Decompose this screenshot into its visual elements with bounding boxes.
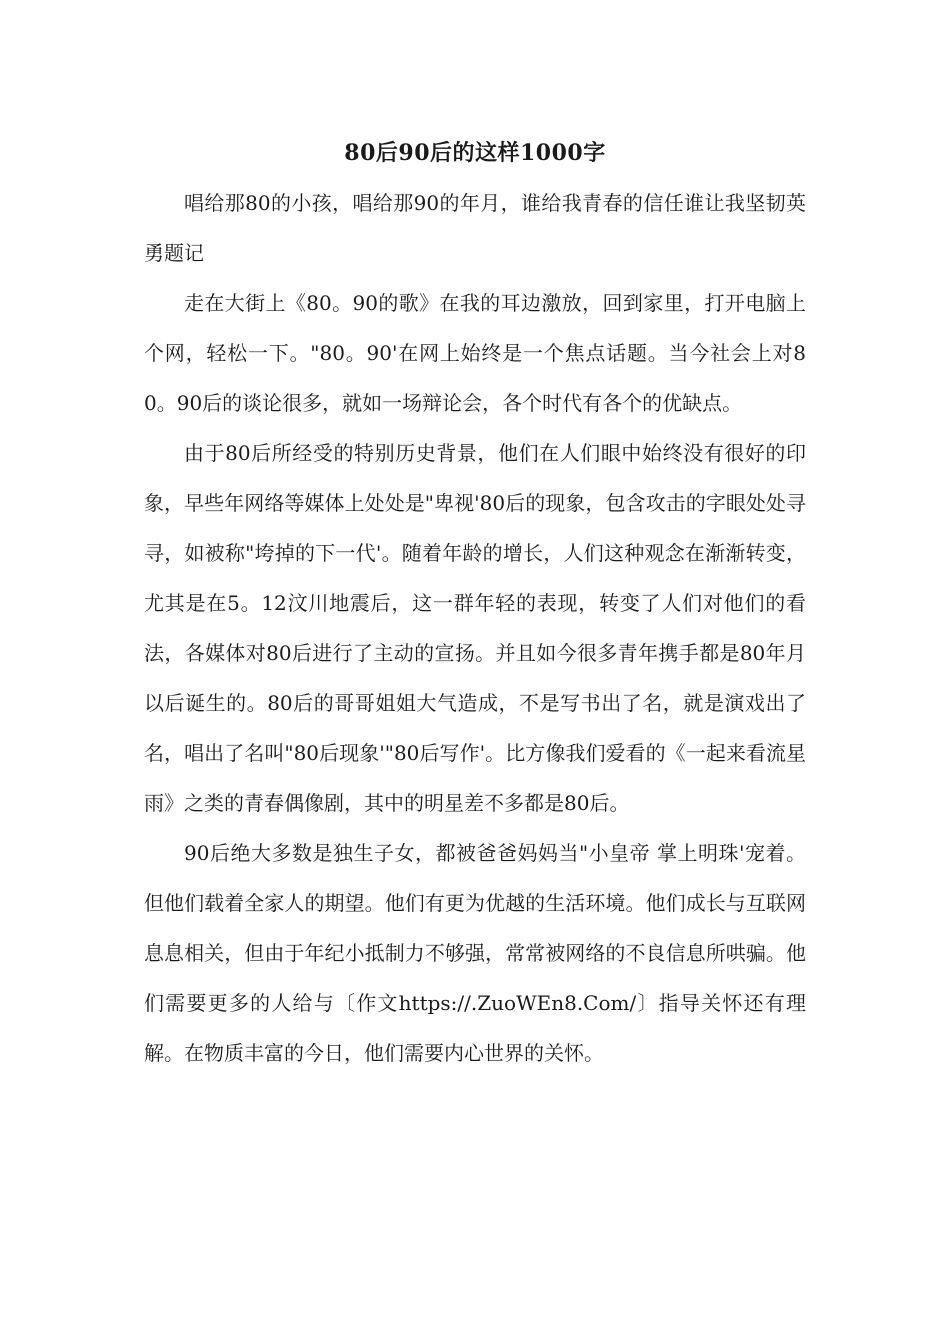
- paragraph-80s: 由于80后所经受的特别历史背景，他们在人们眼中始终没有很好的印象，早些年网络等媒体上处处是"卑视'80后的现象，包含攻击的字眼处处寻寻，如被称"垮掉的下一代'。随着年龄的增长，人们这种观念在渐渐转变，尤其是在5。12汶川地震后，这一群年轻的表现，转变了人们对他们的看法，各媒体对80后进行了主动的宣扬。并且如今很多青年携手都是80年月以后诞生的。80后的哥哥姐姐大气造成，不是写书出了名，就是演戏出了名，唱出了名叫"80后现象'"80后写作'。比方像我们爱看的《一起来看流星雨》之类的青春偶像剧，其中的明星差不多都是80后。: [144, 441, 806, 815]
- paragraph-90s: 90后绝大多数是独生子女，都被爸爸妈妈当"小皇帝 掌上明珠'宠着。但他们载着全家人的期望。他们有更为优越的生活环境。他们成长与互联网息息相关，但由于年纪小抵制力不够强，常常被网络的不良信息所哄骗。他们需要更多的人给与〔作文https://.ZuoWEn8.Com/〕指导关怀还有理解。在物质丰富的今日，他们需要内心世界的关怀。: [144, 841, 806, 1065]
- document-body: [144, 136, 806, 1078]
- paragraph-epigraph: 唱给那80的小孩，唱给那90的年月，谁给我青春的信任谁让我坚韧英勇题记: [144, 191, 806, 265]
- paragraph-intro: 走在大街上《80。90的歌》在我的耳边激放，回到家里，打开电脑上个网，轻松一下。"80。90'在网上始终是一个焦点话题。当今社会上对80。90后的谈论很多，就如一场辩论会，各个时代有各个的优缺点。: [144, 291, 806, 415]
- document-title: 80后90后的这样1000字: [344, 140, 606, 166]
